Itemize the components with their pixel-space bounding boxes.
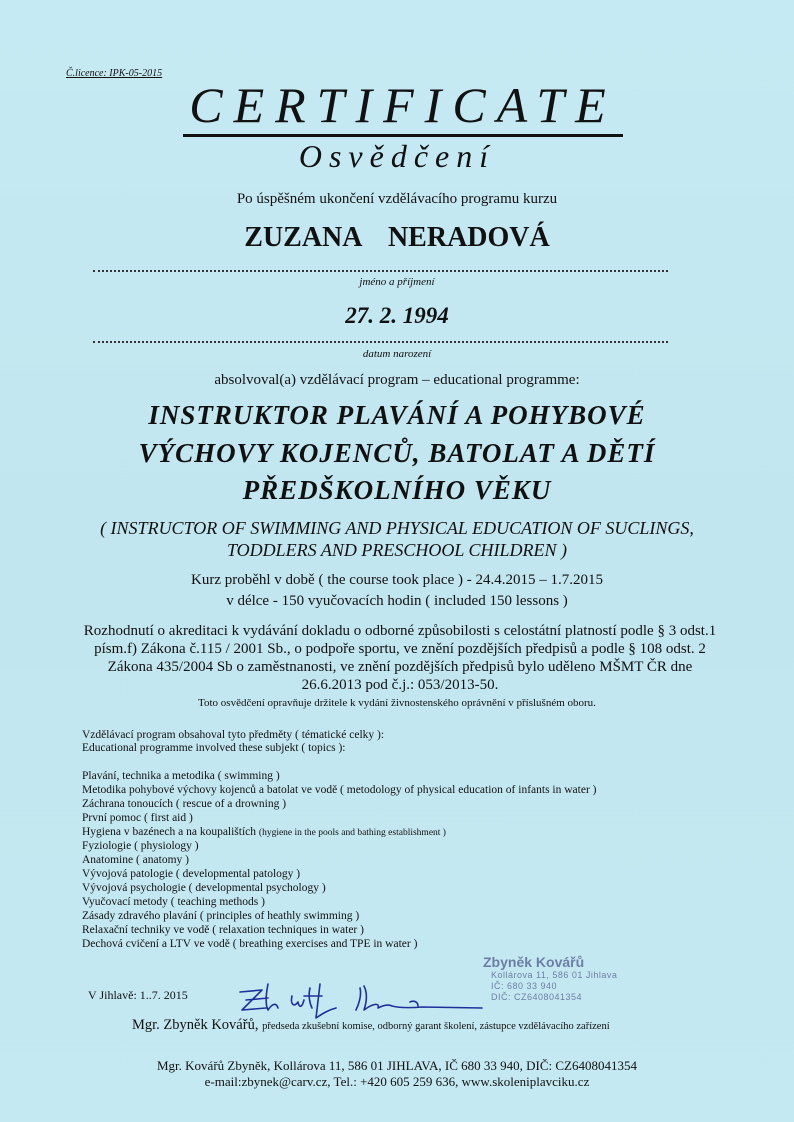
subject-item: První pomoc ( first aid ) [82,812,193,824]
stamp-line: DIČ: CZ6408041354 [491,992,583,1002]
birth-caption: datum narození [362,348,432,360]
accreditation-text: Rozhodnutí o akreditaci k vydávání dokladu o odborné způsobilosti s celostátní platností podle § 3 odst.1 písm.f) Zákona č.115 / 2001 Sb., o podpoře sportu, ve znění pozdějších předpisů a podle § 108 odst. 2 Zákona 435/2004 Sb o zaměstnanosti, ve znění pozdějších předpisů bylo uděleno MŠMT ČR dne 26.6.2013 pod č.j.: 053/2013-50. [83,623,717,693]
programme-english-line: ( INSTRUCTOR OF SWIMMING AND PHYSICAL EDUCATION OF SUCLINGS, [100,518,694,538]
course-period: Kurz proběhl v době ( the course took place ) - 24.4.2015 – 1.7.2015 [191,572,603,588]
programme-english-line: TODDLERS AND PRESCHOOL CHILDREN ) [226,540,568,560]
birth-date: 27. 2. 1994 [345,303,449,328]
subject-item: Vyučovací metody ( teaching methods ) [82,896,265,908]
name-dotted-line [93,270,668,272]
holder-name: ZUZANA NERADOVÁ [244,222,550,253]
subject-item: Vývojová patologie ( developmental patology ) [82,868,301,880]
intro-text: Po úspěšném ukončení vzdělávacího programu kurzu [236,191,558,207]
subject-item: Anatomine ( anatomy ) [82,854,189,866]
subject-item: Zásady zdravého plavání ( principles of heathly swimming ) [82,910,360,922]
stamp-line: IČ: 680 33 940 [491,981,558,991]
subject-item-note: (hygiene in the pools and bathing establishment ) [258,828,446,838]
authorization-text: Toto osvědčení opravňuje držitele k vydání živnostenského oprávnění v příslušném oboru. [198,697,596,709]
subject-item [82,826,446,841]
subject-item: Plavání, technika a metodika ( swimming ) [82,770,280,782]
subject-item: Záchrana tonoucích ( rescue of a drowning ) [82,798,287,810]
certificate-title: CERTIFICATE [183,80,623,137]
signer-role: předseda zkušební komise, odborný garant školení, zástupce vzdělávacího zařízení [262,1021,610,1032]
stamp-name: Zbyněk Kovářů [483,954,585,970]
name-caption: jméno a příjmení [359,276,435,288]
signer-line [132,1017,610,1034]
stamp-line: Kollárova 11, 586 01 Jihlava [491,970,618,980]
subject-item: Dechová cvičení a LTV ve vodě ( breathing exercises and TPE in water ) [82,938,418,950]
programme-line: PŘEDŠKOLNÍHO VĚKU [242,475,552,505]
certificate-subtitle: Osvědčení [298,138,496,174]
course-length: v délce - 150 vyučovacích hodin ( included 150 lessons ) [226,593,568,609]
subject-item: Relaxační techniky ve vodě ( relaxation techniques in water ) [82,924,364,936]
signer-name: Mgr. Zbyněk Kovářů, [132,1017,259,1033]
subject-item-label: Hygiena v bazénech a na koupalištích [82,826,257,838]
subjects-intro: Vzdělávací program obsahoval tyto předměty ( tématické celky ): [82,729,385,741]
birth-dotted-line [93,341,668,343]
subject-item: Metodika pohybové výchovy kojenců a batolat ve vodě ( metodology of physical education of infants in water ) [82,784,597,796]
programme-line: INSTRUKTOR PLAVÁNÍ A POHYBOVÉ [148,400,646,430]
subjects-intro: Educational programme involved these subjekt ( topics ): [82,742,346,754]
place-and-date: V Jihlavě: 1..7. 2015 [88,988,188,1002]
footer-contact: e-mail:zbynek@carv.cz, Tel.: +420 605 259 636, www.skoleniplavciku.cz [204,1074,590,1089]
subject-item: Fyziologie ( physiology ) [82,840,199,852]
official-stamp [483,954,617,1003]
programme-line: VÝCHOVY KOJENCŮ, BATOLAT A DĚTÍ [138,438,656,468]
footer-address: Mgr. Kovářů Zbyněk, Kollárova 11, 586 01 JIHLAVA, IČ 680 33 940, DIČ: CZ6408041354 [156,1058,637,1073]
subject-item: Vývojová psychologie ( developmental psychology ) [82,882,326,894]
licence-number: Č.licence: IPK-05-2015 [66,68,163,79]
absolved-text: absolvoval(a) vzdělávací program – educational programme: [214,372,580,388]
